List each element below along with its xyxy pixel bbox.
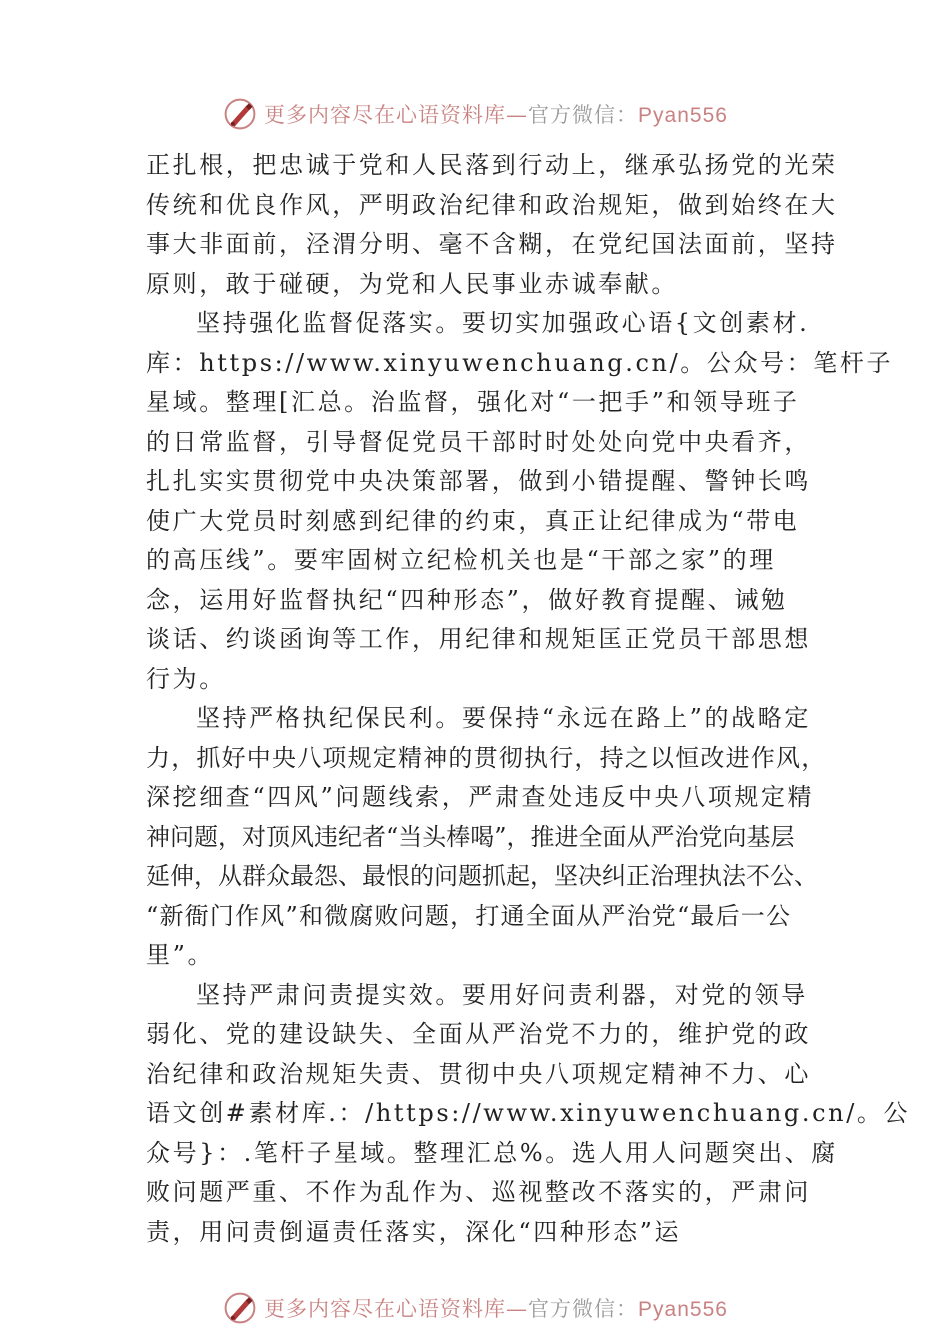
text-line: 语文创#素材库.：/https://www.xinyuwenchuang.cn/。公 [146,1099,911,1127]
text-line: “新衙门作风”和微腐败问题，打通全面从严治党“最后一公 [146,901,792,930]
text-line: 原则，敢于碰硬，为党和人民事业赤诚奉献。 [146,269,678,298]
banner-text [264,99,728,129]
text-line: 念，运用好监督执纪“四种形态”，做好教育提醒、诫勉 [146,585,788,614]
text-line: 延伸，从群众最怨、最恨的问题抓起，坚决纠正治理执法不公、 [146,862,818,890]
text-line: 神问题，对顶风违纪者“当头棒喝”，推进全面从严治党向基层 [146,822,795,851]
banner-text [264,1293,728,1323]
document-body [146,146,911,1252]
text-line: 里”。 [146,941,215,969]
pen-logo-icon [222,1290,258,1326]
banner-wechat-label: 官方微信： [528,103,639,127]
text-line: 行为。 [146,664,226,693]
banner-library-text: 更多内容尽在心语资料库— [264,1297,529,1321]
paragraph-start-line: 坚持严肃问责提实效。要用好问责利器，对党的领导 [196,980,808,1009]
text-line: 库：https://www.xinyuwenchuang.cn/。公众号：笔杆子 [146,348,894,377]
banner-wechat-id: Pyan556 [638,1298,728,1321]
text-line: 的高压线”。要牢固树立纪检机关也是“干部之家”的理 [146,546,776,574]
banner-wechat-id: Pyan556 [638,104,728,127]
pen-logo-icon [222,96,258,132]
paragraph-start-line: 坚持强化监督促落实。要切实加强政心语{文创素材. [196,309,810,337]
footer-banner [0,1286,950,1330]
paragraph-start-line: 坚持严格执纪保民利。要保持“永远在路上”的战略定 [196,704,811,732]
text-line: 力，抓好中央八项规定精神的贯彻执行，持之以恒改进作风， [146,743,827,772]
text-line: 治纪律和政治规矩失责、贯彻中央八项规定精神不力、心 [146,1059,811,1088]
text-line: 责，用问责倒逼责任落实，深化“四种形态”运 [146,1217,682,1246]
banner-library-text: 更多内容尽在心语资料库— [264,103,529,127]
text-line: 星域。整理[汇总。治监督，强化对“一把手”和领导班子 [146,388,800,416]
text-line: 众号}：.笔杆子星域。整理汇总%。选人用人问题突出、腐 [146,1138,838,1167]
text-line: 深挖细查“四风”问题线索，严肃查处违反中央八项规定精 [146,783,815,811]
text-line: 传统和优良作风，严明政治纪律和政治规矩，做到始终在大 [146,190,838,219]
banner-wechat-label: 官方微信： [528,1297,639,1321]
text-line: 正扎根，把忠诚于党和人民落到行动上，继承弘扬党的光荣 [146,151,838,179]
text-line: 事大非面前，泾渭分明、毫不含糊，在党纪国法面前，坚持 [146,230,838,258]
text-line: 的日常监督，引导督促党员干部时时处处向党中央看齐， [146,427,811,456]
text-line: 谈话、约谈函询等工作，用纪律和规矩匡正党员干部思想 [146,625,811,653]
text-line: 使广大党员时刻感到纪律的约束，真正让纪律成为“带电 [146,506,800,535]
text-line: 扎扎实实贯彻党中央决策部署，做到小错提醒、警钟长鸣 [146,467,811,495]
text-line: 败问题严重、不作为乱作为、巡视整改不落实的，严肃问 [146,1178,811,1206]
header-banner [0,92,950,136]
text-line: 弱化、党的建设缺失、全面从严治党不力的，维护党的政 [146,1020,811,1048]
